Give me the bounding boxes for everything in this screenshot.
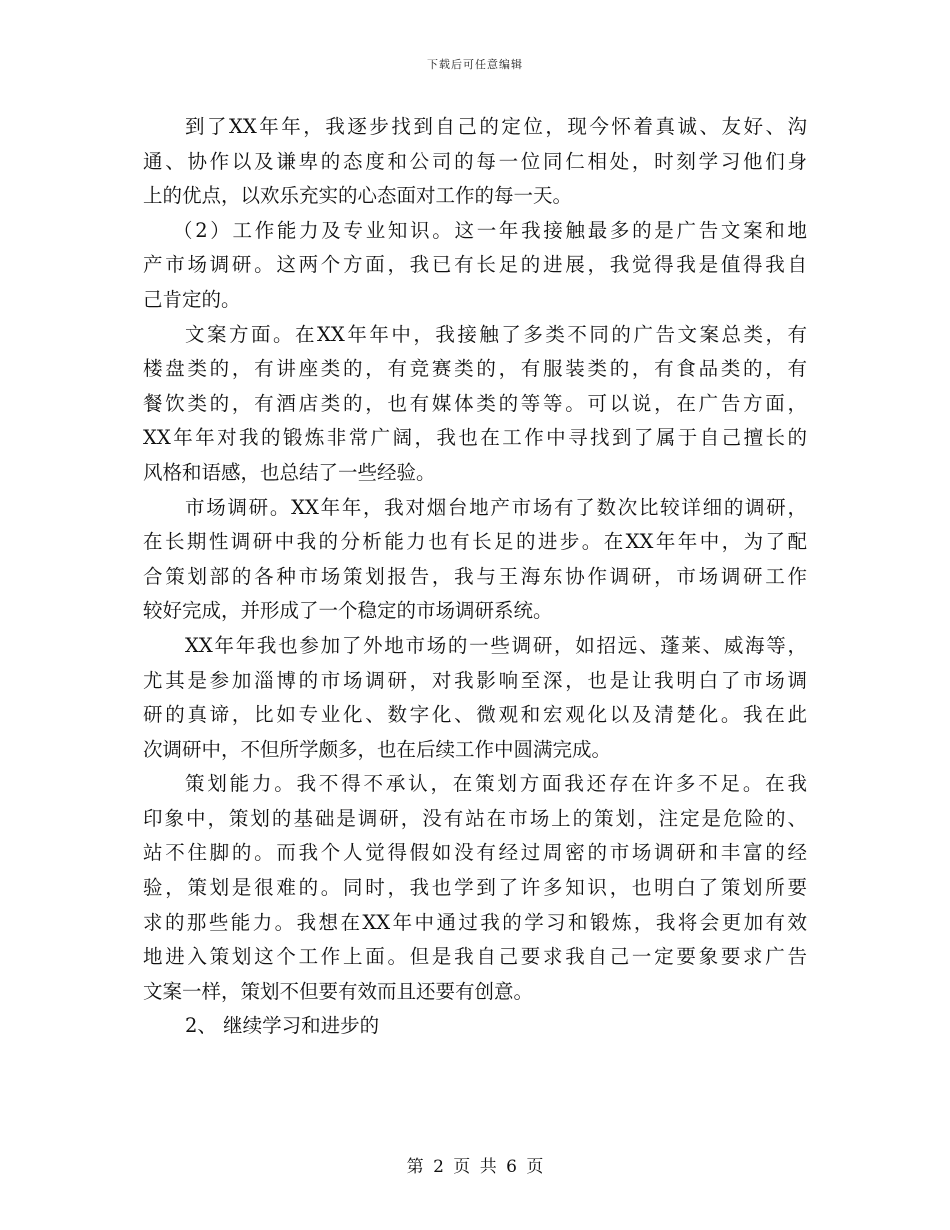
page-number: 第 2 页 共 6 页	[406, 1157, 544, 1177]
paragraph-line: 楼盘类的，有讲座类的，有竞赛类的，有服装类的，有食品类的，有	[143, 357, 807, 381]
paragraph-line: 验，策划是很难的。同时，我也学到了许多知识，也明白了策划所要	[143, 876, 807, 900]
page-header-note: 下载后可任意编辑	[427, 58, 523, 71]
paragraph-line: 研的真谛，比如专业化、数字化、微观和宏观化以及清楚化。我在此	[143, 703, 807, 727]
section-heading: 2、 继续学习和进步的	[185, 1014, 380, 1038]
paragraph-line: XX年年我也参加了外地市场的一些调研，如招远、蓬莱、威海等，	[185, 633, 807, 657]
paragraph-line: 到了XX年年，我逐步找到自己的定位，现今怀着真诚、友好、沟	[185, 115, 807, 138]
paragraph-line: 合策划部的各种市场策划报告，我与王海东协作调研，市场调研工作	[143, 564, 807, 588]
paragraph-line: 策划能力。我不得不承认，在策划方面我还存在许多不足。在我	[185, 772, 807, 796]
paragraph-line: 风格和语感，也总结了一些经验。	[143, 460, 436, 484]
paragraph-line: XX年年对我的锻炼非常广阔，我也在工作中寻找到了属于自己擅长的	[143, 426, 807, 450]
paragraph-line: 己肯定的。	[143, 287, 241, 311]
paragraph-line: 在长期性调研中我的分析能力也有长足的进步。在XX年年中，为了配	[143, 530, 807, 554]
document-body	[143, 110, 807, 1044]
paragraph-line: 上的优点，以欢乐充实的心态面对工作的每一天。	[143, 184, 573, 208]
paragraph-line: 餐饮类的，有酒店类的，也有媒体类的等等。可以说，在广告方面，	[143, 391, 807, 415]
paragraph-line: 尤其是参加淄博的市场调研，对我影响至深，也是让我明白了市场调	[143, 668, 807, 692]
paragraph-line: 求的那些能力。我想在XX年中通过我的学习和锻炼，我将会更加有效	[143, 910, 807, 934]
paragraph-line: 产市场调研。这两个方面，我已有长足的进展，我觉得我是值得我自	[143, 253, 807, 277]
paragraph-line: （2）工作能力及专业知识。这一年我接触最多的是广告文案和地	[173, 218, 807, 242]
paragraph-line: 地进入策划这个工作上面。但是我自己要求我自己一定要象要求广告	[143, 945, 807, 969]
paragraph-line: 文案一样，策划不但要有效而且还要有创意。	[143, 979, 534, 1003]
paragraph-line: 站不住脚的。而我个人觉得假如没有经过周密的市场调研和丰富的经	[143, 841, 807, 865]
paragraph-line: 次调研中，不但所学颇多，也在后续工作中圆满完成。	[143, 737, 612, 761]
paragraph-line: 较好完成，并形成了一个稳定的市场调研系统。	[143, 599, 553, 623]
paragraph-line: 文案方面。在XX年年中，我接触了多类不同的广告文案总类，有	[185, 322, 807, 346]
paragraph-line: 市场调研。XX年年，我对烟台地产市场有了数次比较详细的调研，	[185, 495, 807, 519]
paragraph-line: 印象中，策划的基础是调研，没有站在市场上的策划，注定是危险的、	[143, 806, 807, 830]
paragraph-line: 通、协作以及谦卑的态度和公司的每一位同仁相处，时刻学习他们身	[143, 149, 807, 173]
